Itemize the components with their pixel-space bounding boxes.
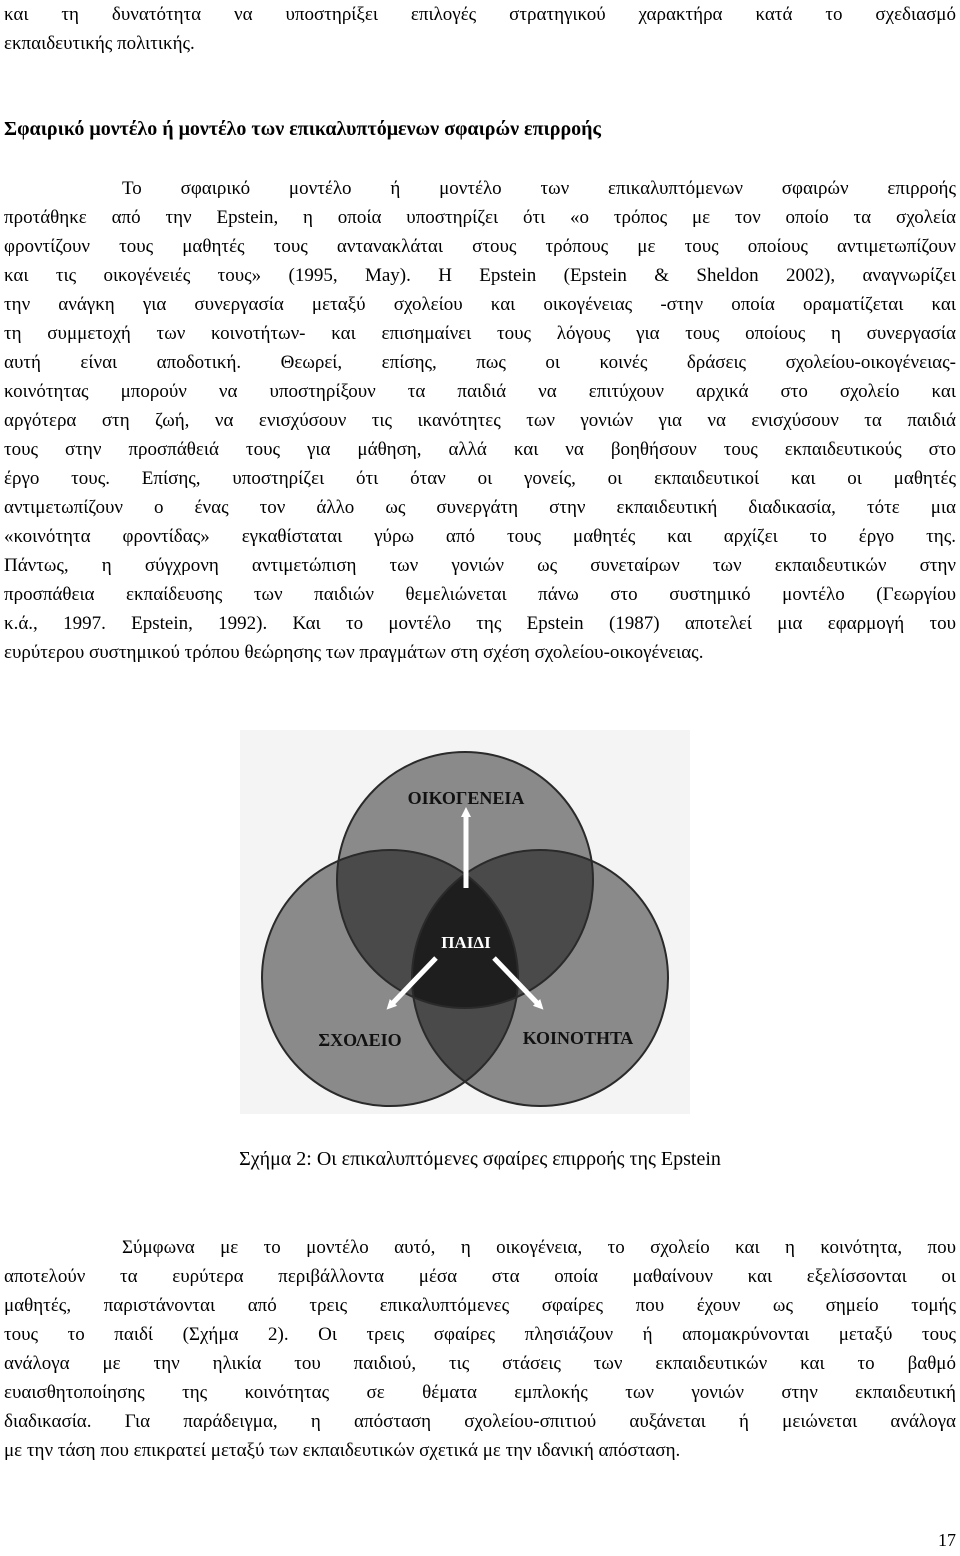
figure-caption: Σχήμα 2: Οι επικαλυπτόμενες σφαίρες επιρροής της Epstein <box>239 1148 721 1170</box>
community-label: ΚΟΙΝΟΤΗΤΑ <box>522 1028 634 1048</box>
intro-paragraph <box>4 0 956 58</box>
family-label: ΟΙΚΟΓΕΝΕΙΑ <box>407 788 525 808</box>
text-line: αντιμετωπίζουν ο ένας τον άλλο ως συνεργάτη στην εκπαιδευτική διαδικασία, τότε μια <box>4 497 956 518</box>
text-line: τη συμμετοχή των κοινοτήτων- και επισημαίνει τους λόγους για τους οποίους η συνεργασία <box>4 323 956 344</box>
text-line: με την τάση που επικρατεί μεταξύ των εκπαιδευτικών σχετικά με την ιδανική απόσταση. <box>4 1440 681 1461</box>
text-line: «κοινότητα φροντίδας» εγκαθίσταται γύρω από τους μαθητές και αρχίζει το έργο της. <box>4 526 956 547</box>
body-paragraph-2 <box>4 1233 956 1465</box>
text-line: εκπαιδευτικής πολιτικής. <box>4 33 195 54</box>
text-line: προσπάθεια εκπαίδευσης των παιδιών θεμελιώνεται πάνω στο συστημικό μοντέλο (Γεωργίου <box>4 584 956 605</box>
text-line: αυτή είναι αποδοτική. Θεωρεί, επίσης, πως οι κοινές δράσεις σχολείου-οικογένειας- <box>4 352 956 373</box>
text-line: ευρύτερου συστημικού τρόπου θεώρησης των πραγμάτων στη σχέση σχολείου-οικογένειας. <box>4 642 704 663</box>
text-line: κ.ά., 1997. Epstein, 1992). Και το μοντέλο της Epstein (1987) αποτελεί μια εφαρμογή του <box>4 613 956 634</box>
text-line: Το σφαιρικό μοντέλο ή μοντέλο των επικαλυπτόμενων σφαιρών επιρροής <box>122 178 956 199</box>
text-line: αργότερα στη ζωή, να ενισχύσουν τις ικανότητες των γονιών για να ενισχύσουν τα παιδιά <box>4 410 956 431</box>
text-line: Πάντως, η σύγχρονη αντιμετώπιση των γονιών ως συνεταίρων των εκπαιδευτικών στην <box>4 555 956 576</box>
text-line: αποτελούν τα ευρύτερα περιβάλλοντα μέσα στα οποία μαθαίνουν και εξελίσσονται οι <box>4 1266 956 1287</box>
section-title: Σφαιρικό μοντέλο ή μοντέλο των επικαλυπτόμενων σφαιρών επιρροής <box>4 118 601 140</box>
text-line: φροντίζουν τους μαθητές τους αντανακλάται στους τρόπους με τους οποίους αντιμετωπίζουν <box>4 236 956 257</box>
text-line: και τη δυνατότητα να υποστηρίξει επιλογές στρατηγικού χαρακτήρα κατά το σχεδιασμό <box>4 4 956 25</box>
text-line: τους στην προσπάθειά τους για μάθηση, αλλά και να βοηθήσουν τους εκπαιδευτικούς στο <box>4 439 956 460</box>
text-line: κοινότητας μπορούν να υποστηρίξουν τα παιδιά να επιτύχουν αρχικά στο σχολείο και <box>4 381 956 402</box>
text-line: την ανάγκη για συνεργασία μεταξύ σχολείου και οικογένειας -στην οποία οραματίζεται και <box>4 294 956 315</box>
page-number: 17 <box>938 1530 956 1550</box>
text-line: Σύμφωνα με το μοντέλο αυτό, η οικογένεια, το σχολείο και η κοινότητα, που <box>122 1237 956 1258</box>
text-line: τους το παιδί (Σχήμα 2). Οι τρεις σφαίρες πλησιάζουν ή απομακρύνονται μεταξύ τους <box>4 1324 956 1345</box>
text-line: έργο τους. Επίσης, υποστηρίζει ότι όταν οι γονείς, οι εκπαιδευτικοί και οι μαθητές <box>4 468 956 489</box>
spheres-figure <box>240 730 690 1114</box>
text-line: προτάθηκε από την Epstein, η οποία υποστηρίζει ότι «ο τρόπος με τον οποίο τα σχολεία <box>4 207 956 228</box>
child-label: ΠΑΙΔΙ <box>441 933 491 952</box>
text-line: μαθητές, παριστάνονται από τρεις επικαλυπτόμενες σφαίρες που έχουν ως σημείο τομής <box>4 1295 956 1316</box>
text-line: και τις οικογένειές τους» (1995, May). Η Epstein (Epstein & Sheldon 2002), αναγνωρίζει <box>4 265 956 286</box>
venn-diagram <box>240 730 690 1114</box>
text-line: ευαισθητοποίησης της κοινότητας σε θέματα εμπλοκής των γονιών στην εκπαιδευτική <box>4 1382 956 1403</box>
school-label: ΣΧΟΛΕΙΟ <box>318 1030 402 1050</box>
text-line: ανάλογα με την ηλικία του παιδιού, τις στάσεις των εκπαιδευτικών και το βαθμό <box>4 1353 956 1374</box>
text-line: διαδικασία. Για παράδειγμα, η απόσταση σχολείου-σπιτιού αυξάνεται ή μειώνεται ανάλογα <box>4 1411 956 1432</box>
body-paragraph-1 <box>4 174 956 667</box>
